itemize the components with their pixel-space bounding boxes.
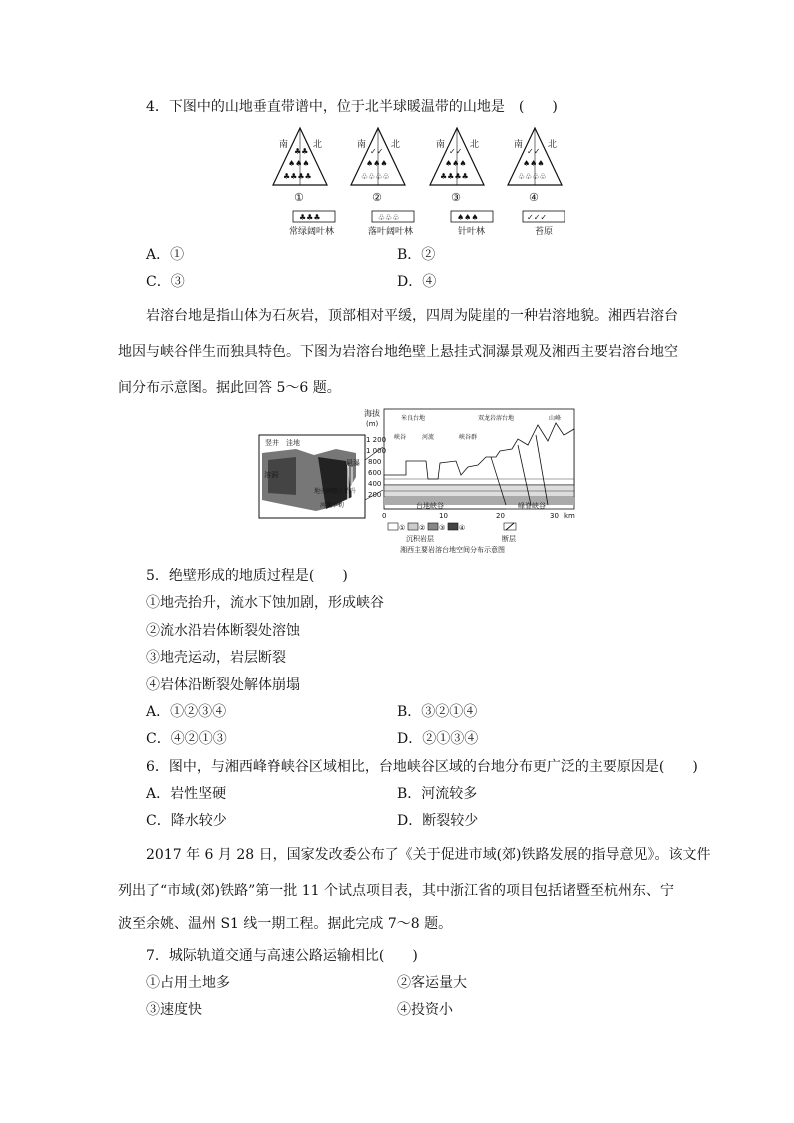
svg-text:♣♣♣♣: ♣♣♣♣ [440,172,469,181]
legend-tundra [523,211,565,237]
svg-text:20: 20 [496,512,505,520]
q5-item-3: ③地壳运动，岩层断裂 [146,650,286,666]
svg-text:地壳间歇上抬升: 地壳间歇上抬升 [314,488,357,495]
svg-text:♣♣: ♣♣ [294,147,309,156]
q4-option-d[interactable]: D．④ [397,274,437,290]
south-label: 南 [279,140,289,150]
north-label: 北 [313,140,323,150]
svg-text:常绿阔叶林: 常绿阔叶林 [289,227,335,237]
svg-text:1 000: 1 000 [366,447,387,455]
q5-item-1: ①地壳抬升，流水下蚀加剧，形成峡谷 [146,595,384,611]
svg-text:②: ② [419,524,426,532]
q4-mountain-figure [265,123,565,238]
svg-text:河流: 河流 [422,434,435,441]
svg-text:✓✓: ✓✓ [527,147,541,156]
passage2-line-2: 列出了“市域(郊)铁路”第一批 11 个试点项目表，其中浙江省的项目包括诸暨至杭州东、宁 [118,883,674,899]
svg-text:断层: 断层 [502,535,516,543]
mountain-label-1: ① [294,191,304,204]
q5-item-4: ④岩体沿断裂处解体崩塌 [146,677,300,693]
south-label: 南 [436,140,446,150]
q7-item-4: ④投资小 [397,1002,453,1018]
passage2-line-1: 2017 年 6 月 28 日，国家发改委公布了《关于促进市域(郊)铁路发展的指导意见》。该文件 [146,847,711,863]
mountain-label-2: ② [372,191,382,204]
q7-item-2: ②客运量大 [397,975,467,991]
svg-text:落叶阔叶林: 落叶阔叶林 [368,227,414,237]
y-axis [364,408,386,499]
svg-text:♠♠♠: ♠♠♠ [445,159,467,168]
svg-text:800: 800 [368,458,382,466]
svg-text:♣♣♣: ♣♣♣ [299,213,321,222]
svg-text:✓✓: ✓✓ [370,147,384,156]
cross-section [382,409,575,520]
svg-text:♠♠♠: ♠♠♠ [366,159,388,168]
svg-text:30: 30 [550,512,559,520]
q5-option-d[interactable]: D．②①③④ [397,731,479,747]
svg-text:(m): (m) [366,420,379,428]
q6-option-d[interactable]: D．断裂较少 [397,813,479,829]
svg-text:苔原: 苔原 [535,227,554,237]
legend-evergreen [289,211,335,237]
svg-text:✓✓: ✓✓ [449,147,463,156]
q5-option-b[interactable]: B．③②①④ [397,704,478,720]
passage1-line-1: 岩溶台地是指山体为石灰岩，顶部相对平缓，四周为陡崖的一种岩溶地貌。湘西岩溶台 [146,308,678,324]
svg-text:1 200: 1 200 [366,436,387,444]
q6-option-c[interactable]: C．降水较少 [146,813,227,829]
south-label: 南 [357,140,367,150]
svg-text:km: km [564,512,575,520]
svg-text:峰脊峡谷: 峰脊峡谷 [518,502,546,510]
svg-text:洼地: 洼地 [286,439,300,447]
passage2-line-3: 波至余姚、温州 S1 线一期工程。据此完成 7～8 题。 [118,916,453,932]
svg-text:0: 0 [382,512,387,520]
svg-text:200: 200 [368,491,382,499]
q6-option-a[interactable]: A．岩性坚硬 [146,786,227,802]
svg-text:✓✓✓: ✓✓✓ [527,213,548,222]
passage1-line-3: 间分布示意图。据此回答 5～6 题。 [118,380,341,396]
svg-text:沉积岩层: 沉积岩层 [406,535,434,543]
q4-option-b[interactable]: B．② [397,247,436,263]
north-label: 北 [548,140,558,150]
passage1-line-2: 地因与峡谷伴生而独具特色。下图为岩溶台地绝壁上悬挂式洞瀑景观及湘西主要岩溶台地空 [118,344,678,360]
q4-stem: 4．下图中的山地垂直带谱中，位于北半球暖温带的山地是 ( ) [146,99,558,115]
mountain-label-4: ④ [529,191,539,204]
mountain-2 [351,128,405,204]
svg-text:米良台地: 米良台地 [401,415,426,422]
mountain-label-3: ③ [451,191,461,204]
q6-option-b[interactable]: B．河流较多 [397,786,478,802]
cave-waterfall-inset [259,435,383,518]
q5-item-2: ②流水沿岩体断裂处溶蚀 [146,623,300,639]
svg-text:♣♣♣♣: ♣♣♣♣ [283,172,312,181]
svg-text:♠♠♠: ♠♠♠ [457,213,479,222]
svg-text:400: 400 [368,480,382,488]
svg-text:♠♠♠: ♠♠♠ [523,159,545,168]
svg-text:10: 10 [439,512,448,520]
q5-option-a[interactable]: A．①②③④ [146,704,227,720]
svg-text:悬瀑: 悬瀑 [346,459,360,467]
svg-text:竖井: 竖井 [265,439,279,447]
legend-conifer [451,211,493,237]
svg-text:600: 600 [368,469,382,477]
south-label: 南 [514,140,524,150]
karst-figure [256,405,581,555]
svg-text:山峰: 山峰 [549,415,562,422]
svg-text:♧♧♧♧: ♧♧♧♧ [518,172,547,181]
q5-stem: 5．绝壁形成的地质过程是( ) [146,568,348,584]
svg-text:①: ① [399,524,406,532]
north-label: 北 [470,140,480,150]
q5-option-c[interactable]: C．④②①③ [146,731,227,747]
q4-option-a[interactable]: A．① [146,247,185,263]
mountain-3 [430,128,484,204]
svg-text:③: ③ [439,524,446,532]
q7-item-1: ①占用土地多 [146,975,230,991]
q6-stem: 6．图中，与湘西峰脊峡谷区域相比，台地峡谷区域的台地分布更广泛的主要原因是( ) [146,759,698,775]
q7-item-3: ③速度快 [146,1002,202,1018]
svg-text:溶洞: 溶洞 [264,471,278,479]
svg-text:♧♧♧♧: ♧♧♧♧ [361,172,390,181]
north-label: 北 [391,140,401,150]
mountain-4 [508,128,562,204]
q4-option-c[interactable]: C．③ [146,274,185,290]
svg-text:台地峡谷: 台地峡谷 [416,502,444,510]
svg-text:海拔: 海拔 [364,409,380,418]
svg-text:④: ④ [459,524,466,532]
svg-text:峡谷: 峡谷 [394,434,407,441]
svg-text:双龙岩溶台地: 双龙岩溶台地 [478,415,515,422]
q7-stem: 7．城际轨道交通与高速公路运输相比( ) [146,948,418,964]
svg-text:♧♧♧: ♧♧♧ [378,213,400,222]
svg-text:♠♠♠: ♠♠♠ [288,159,310,168]
figure2-legend [388,523,516,554]
svg-text:峡谷群: 峡谷群 [459,434,478,441]
svg-text:河流下切: 河流下切 [320,502,345,509]
figure2-caption: 湘西主要岩溶台地空间分布示意图 [400,546,505,554]
svg-text:针叶林: 针叶林 [458,227,486,237]
mountain-1 [273,128,327,204]
legend-deciduous [368,211,414,237]
